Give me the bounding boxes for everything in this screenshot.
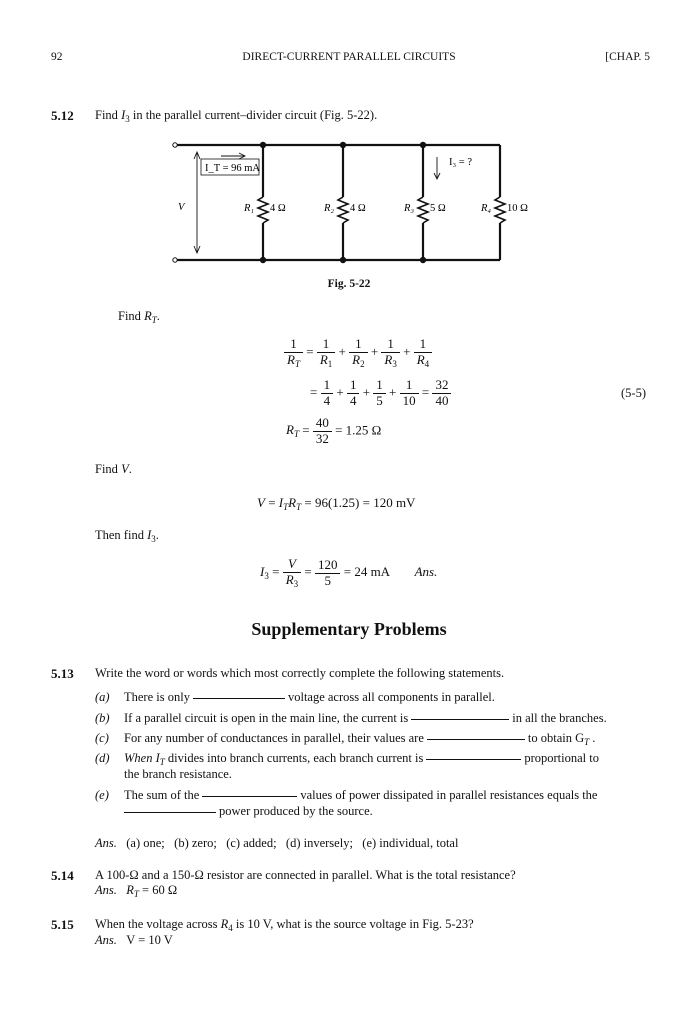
problem-intro-5-13: Write the word or words which most correctly complete the following statements. [95, 666, 505, 680]
item-label-a: (a) [95, 690, 110, 704]
voltage-arrow [194, 152, 200, 253]
problem-number-5-14: 5.14 [51, 868, 74, 883]
resistor-zigzags [258, 197, 505, 223]
equation-numeric-sum: = $\frac{1}{4}$ + $\frac{1}{4}$ + $\frac{1}{5}$ + $\frac{1}{10}$ = $\frac{32}{40}$ [310, 378, 451, 409]
resistor-r2-symbol [338, 197, 348, 223]
resistor-r1-symbol [258, 197, 268, 223]
equation-rt-result: $R_T$ = $\frac{40}{32}$ = 1.25 Ω [286, 415, 382, 446]
answers-5-13: Ans. (a) one; (b) zero; (c) added; (d) inversely; (e) individual, total [95, 836, 459, 850]
item-a: There is only voltage across all components in parallel. [124, 690, 495, 704]
equation-number: (5-5) [621, 386, 646, 400]
item-c: For any number of conductances in parallel, their values are to obtain $G_T$ . [124, 731, 596, 747]
branch-current-label: I₃ = ? [449, 157, 472, 168]
item-d: When $I_T$ divides into branch currents, each branch current is proportional to [124, 751, 599, 767]
problem-text-5-15: When the voltage across $R_4$ is 10 V, what is the source voltage in Fig. 5-23? [95, 917, 474, 933]
problem-number-5-12: 5.12 [51, 108, 74, 123]
r1-name: R₁ [244, 203, 255, 214]
step-find-rt: Find $R_T$. [118, 309, 160, 325]
equation-i3: $I_3$ = $\frac{V}{R_3}$ = $\frac{120}{5}$ = 24 mA Ans. [260, 556, 438, 589]
running-title: DIRECT-CURRENT PARALLEL CIRCUITS [242, 51, 456, 63]
r4-name: R₄ [481, 203, 492, 214]
step-find-v: Find V. [95, 462, 132, 476]
r3-name: R₃ [404, 203, 415, 214]
answer-5-14: Ans. $R_T = 60$ Ω [95, 883, 178, 899]
r2-name: R₂ [324, 203, 335, 214]
problem-number-5-15: 5.15 [51, 917, 74, 932]
item-e-continuation: power produced by the source. [124, 804, 373, 819]
step-find-i3: Then find $I_3$. [95, 528, 159, 544]
section-heading: Supplementary Problems [251, 619, 447, 639]
item-e: The sum of the values of power dissipated in parallel resistances equals the [124, 788, 598, 802]
resistor-r4-symbol [495, 197, 505, 223]
item-d-continuation: the branch resistance. [124, 767, 232, 781]
item-label-b: (b) [95, 711, 110, 725]
item-b: If a parallel circuit is open in the main line, the current is in all the branches. [124, 711, 607, 725]
equation-v: $V = I_TR_T = 96(1.25) = 120$ mV [257, 495, 416, 512]
page-number: 92 [51, 51, 63, 63]
r2-value: 4 Ω [350, 203, 366, 214]
r4-value: 10 Ω [507, 203, 528, 214]
resistor-r3-symbol [418, 197, 428, 223]
terminals [173, 143, 177, 262]
source-voltage-label: V [178, 202, 185, 213]
item-label-d: (d) [95, 751, 110, 765]
figure-caption: Fig. 5-22 [327, 278, 371, 290]
problem-statement-5-12: Find $I_3$ in the parallel current–divider circuit (Fig. 5-22). [95, 108, 378, 124]
total-current-label: I_T = 96 mA [205, 163, 261, 174]
item-label-e: (e) [95, 788, 109, 802]
equation-reciprocal-sum: $\frac{1}{R_T}$ = $\frac{1}{R_1}$ + $\frac{1}{R_2}$ + $\frac{1}{R_3}$ + $\frac{1}{R_4}$ [284, 337, 432, 369]
problem-text-5-14: A 100-Ω and a 150-Ω resistor are connected in parallel. What is the total resistance? [95, 868, 516, 882]
answer-5-15: Ans. V = 10 V [95, 933, 173, 947]
item-label-c: (c) [95, 731, 109, 745]
chapter-label: [CHAP. 5 [605, 51, 650, 63]
r1-value: 4 Ω [270, 203, 286, 214]
circuit-figure-5-22 [165, 135, 528, 275]
problem-number-5-13: 5.13 [51, 666, 74, 681]
r3-value: 5 Ω [430, 203, 446, 214]
